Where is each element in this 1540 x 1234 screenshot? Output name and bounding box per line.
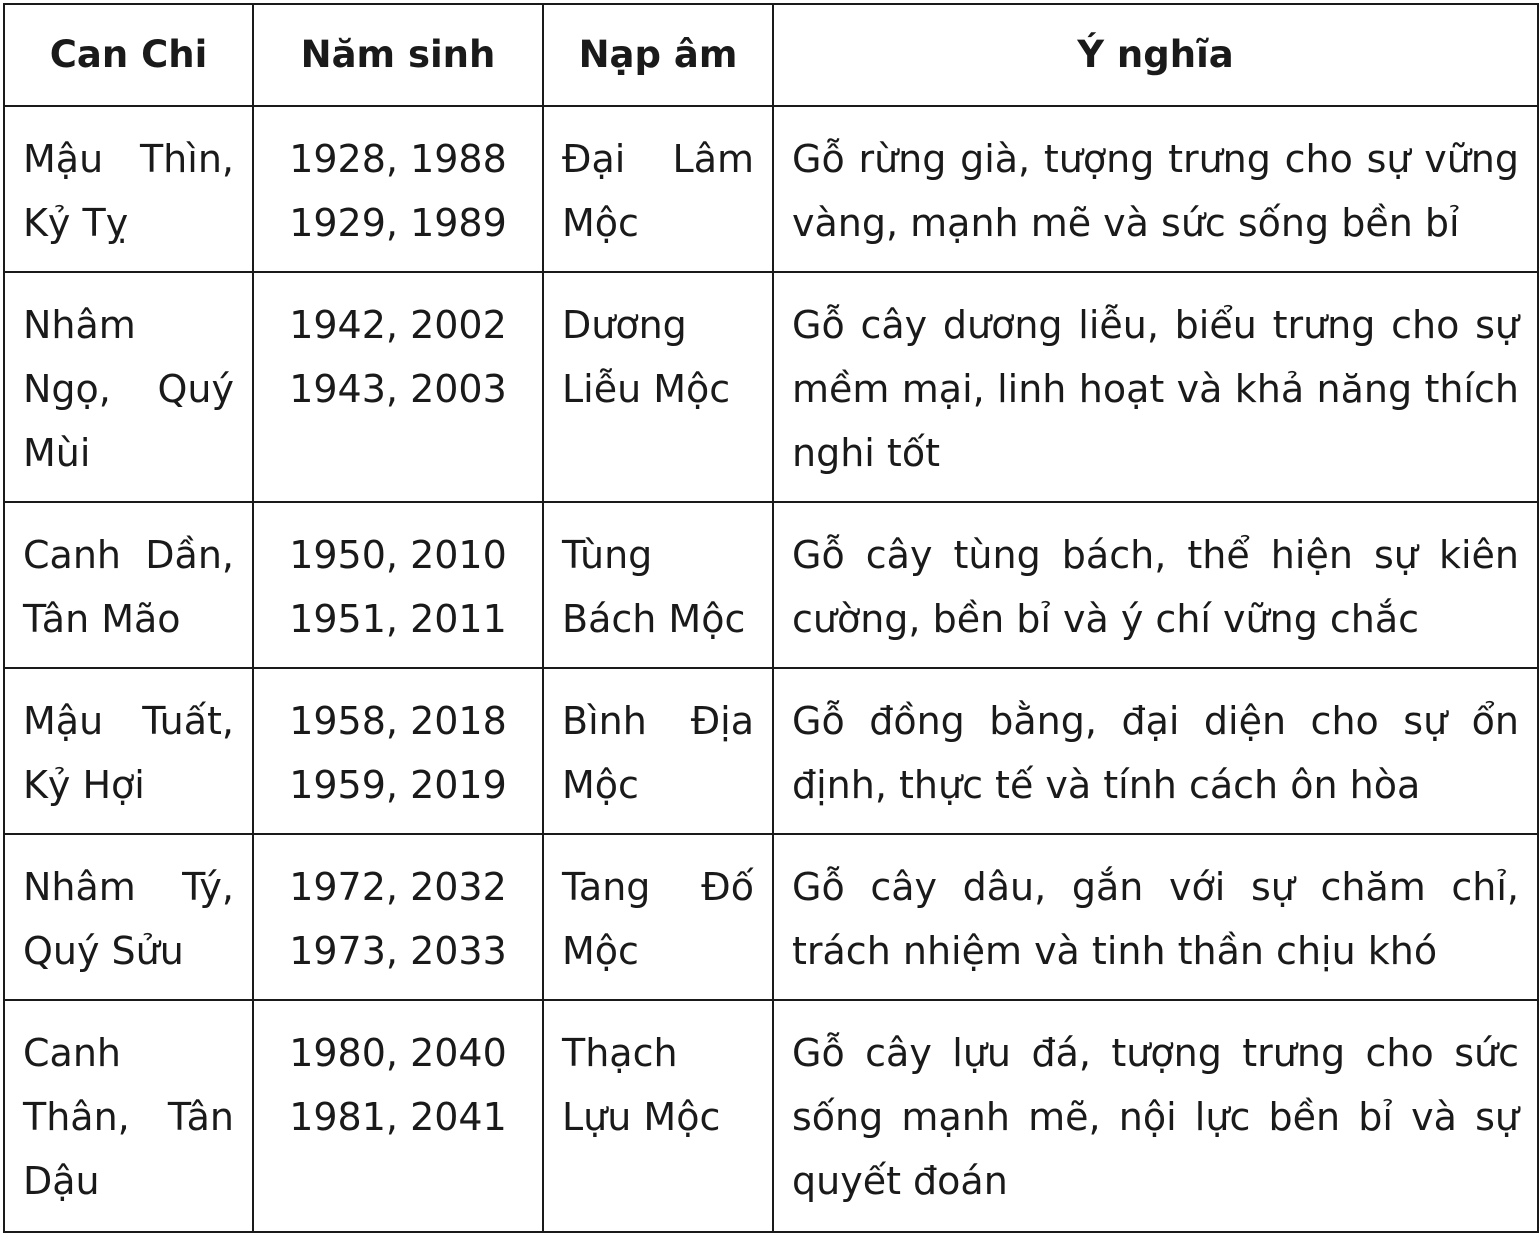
- cell-nap-am: Đại Lâm Mộc: [543, 106, 773, 272]
- table-row: [4, 834, 1538, 1000]
- year-line: 1928, 1988: [289, 137, 507, 181]
- cell-nap-am: Dương Liễu Mộc: [543, 272, 773, 502]
- year-line: 1958, 2018: [289, 699, 507, 743]
- cell-y-nghia: Gỗ cây dương liễu, biểu trưng cho sự mềm mại, linh hoạt và khả năng thích nghi tốt: [773, 272, 1538, 502]
- year-line: 1943, 2003: [289, 367, 507, 411]
- cell-can-chi: Nhâm Ngọ, Quý Mùi: [4, 272, 253, 502]
- cell-y-nghia: Gỗ đồng bằng, đại diện cho sự ổn định, thực tế và tính cách ôn hòa: [773, 668, 1538, 834]
- year-line: 1950, 2010: [289, 533, 507, 577]
- cell-nam-sinh: [253, 834, 543, 1000]
- year-line: 1980, 2040: [289, 1031, 507, 1075]
- table-row: [4, 106, 1538, 272]
- year-line: 1942, 2002: [289, 303, 507, 347]
- cell-nam-sinh: [253, 668, 543, 834]
- cell-nap-am: Bình Địa Mộc: [543, 668, 773, 834]
- cell-nap-am: Thạch Lựu Mộc: [543, 1000, 773, 1232]
- year-line: 1929, 1989: [289, 201, 507, 245]
- header-row: [4, 4, 1538, 106]
- header-can-chi: Can Chi: [4, 4, 253, 106]
- cell-nap-am: Tùng Bách Mộc: [543, 502, 773, 668]
- cell-can-chi: Nhâm Tý, Quý Sửu: [4, 834, 253, 1000]
- header-nap-am: Nạp âm: [543, 4, 773, 106]
- cell-can-chi: Mậu Thìn, Kỷ Tỵ: [4, 106, 253, 272]
- year-line: 1972, 2032: [289, 865, 507, 909]
- cell-nam-sinh: [253, 106, 543, 272]
- cell-y-nghia: Gỗ rừng già, tượng trưng cho sự vững vàng, mạnh mẽ và sức sống bền bỉ: [773, 106, 1538, 272]
- table-row: [4, 502, 1538, 668]
- table-row: [4, 272, 1538, 502]
- year-line: 1959, 2019: [289, 763, 507, 807]
- cell-can-chi: Mậu Tuất, Kỷ Hợi: [4, 668, 253, 834]
- table-row: [4, 668, 1538, 834]
- year-line: 1981, 2041: [289, 1095, 507, 1139]
- cell-y-nghia: Gỗ cây tùng bách, thể hiện sự kiên cường, bền bỉ và ý chí vững chắc: [773, 502, 1538, 668]
- header-y-nghia: Ý nghĩa: [773, 4, 1538, 106]
- cell-nam-sinh: [253, 1000, 543, 1232]
- header-nam-sinh: Năm sinh: [253, 4, 543, 106]
- cell-y-nghia: Gỗ cây dâu, gắn với sự chăm chỉ, trách nhiệm và tinh thần chịu khó: [773, 834, 1538, 1000]
- table-row: [4, 1000, 1538, 1232]
- nap-am-table: [3, 3, 1539, 1233]
- year-line: 1951, 2011: [289, 597, 507, 641]
- cell-can-chi: Canh Dần, Tân Mão: [4, 502, 253, 668]
- cell-can-chi: Canh Thân, Tân Dậu: [4, 1000, 253, 1232]
- cell-nap-am: Tang Đố Mộc: [543, 834, 773, 1000]
- cell-y-nghia: Gỗ cây lựu đá, tượng trưng cho sức sống mạnh mẽ, nội lực bền bỉ và sự quyết đoán: [773, 1000, 1538, 1232]
- year-line: 1973, 2033: [289, 929, 507, 973]
- cell-nam-sinh: [253, 272, 543, 502]
- cell-nam-sinh: [253, 502, 543, 668]
